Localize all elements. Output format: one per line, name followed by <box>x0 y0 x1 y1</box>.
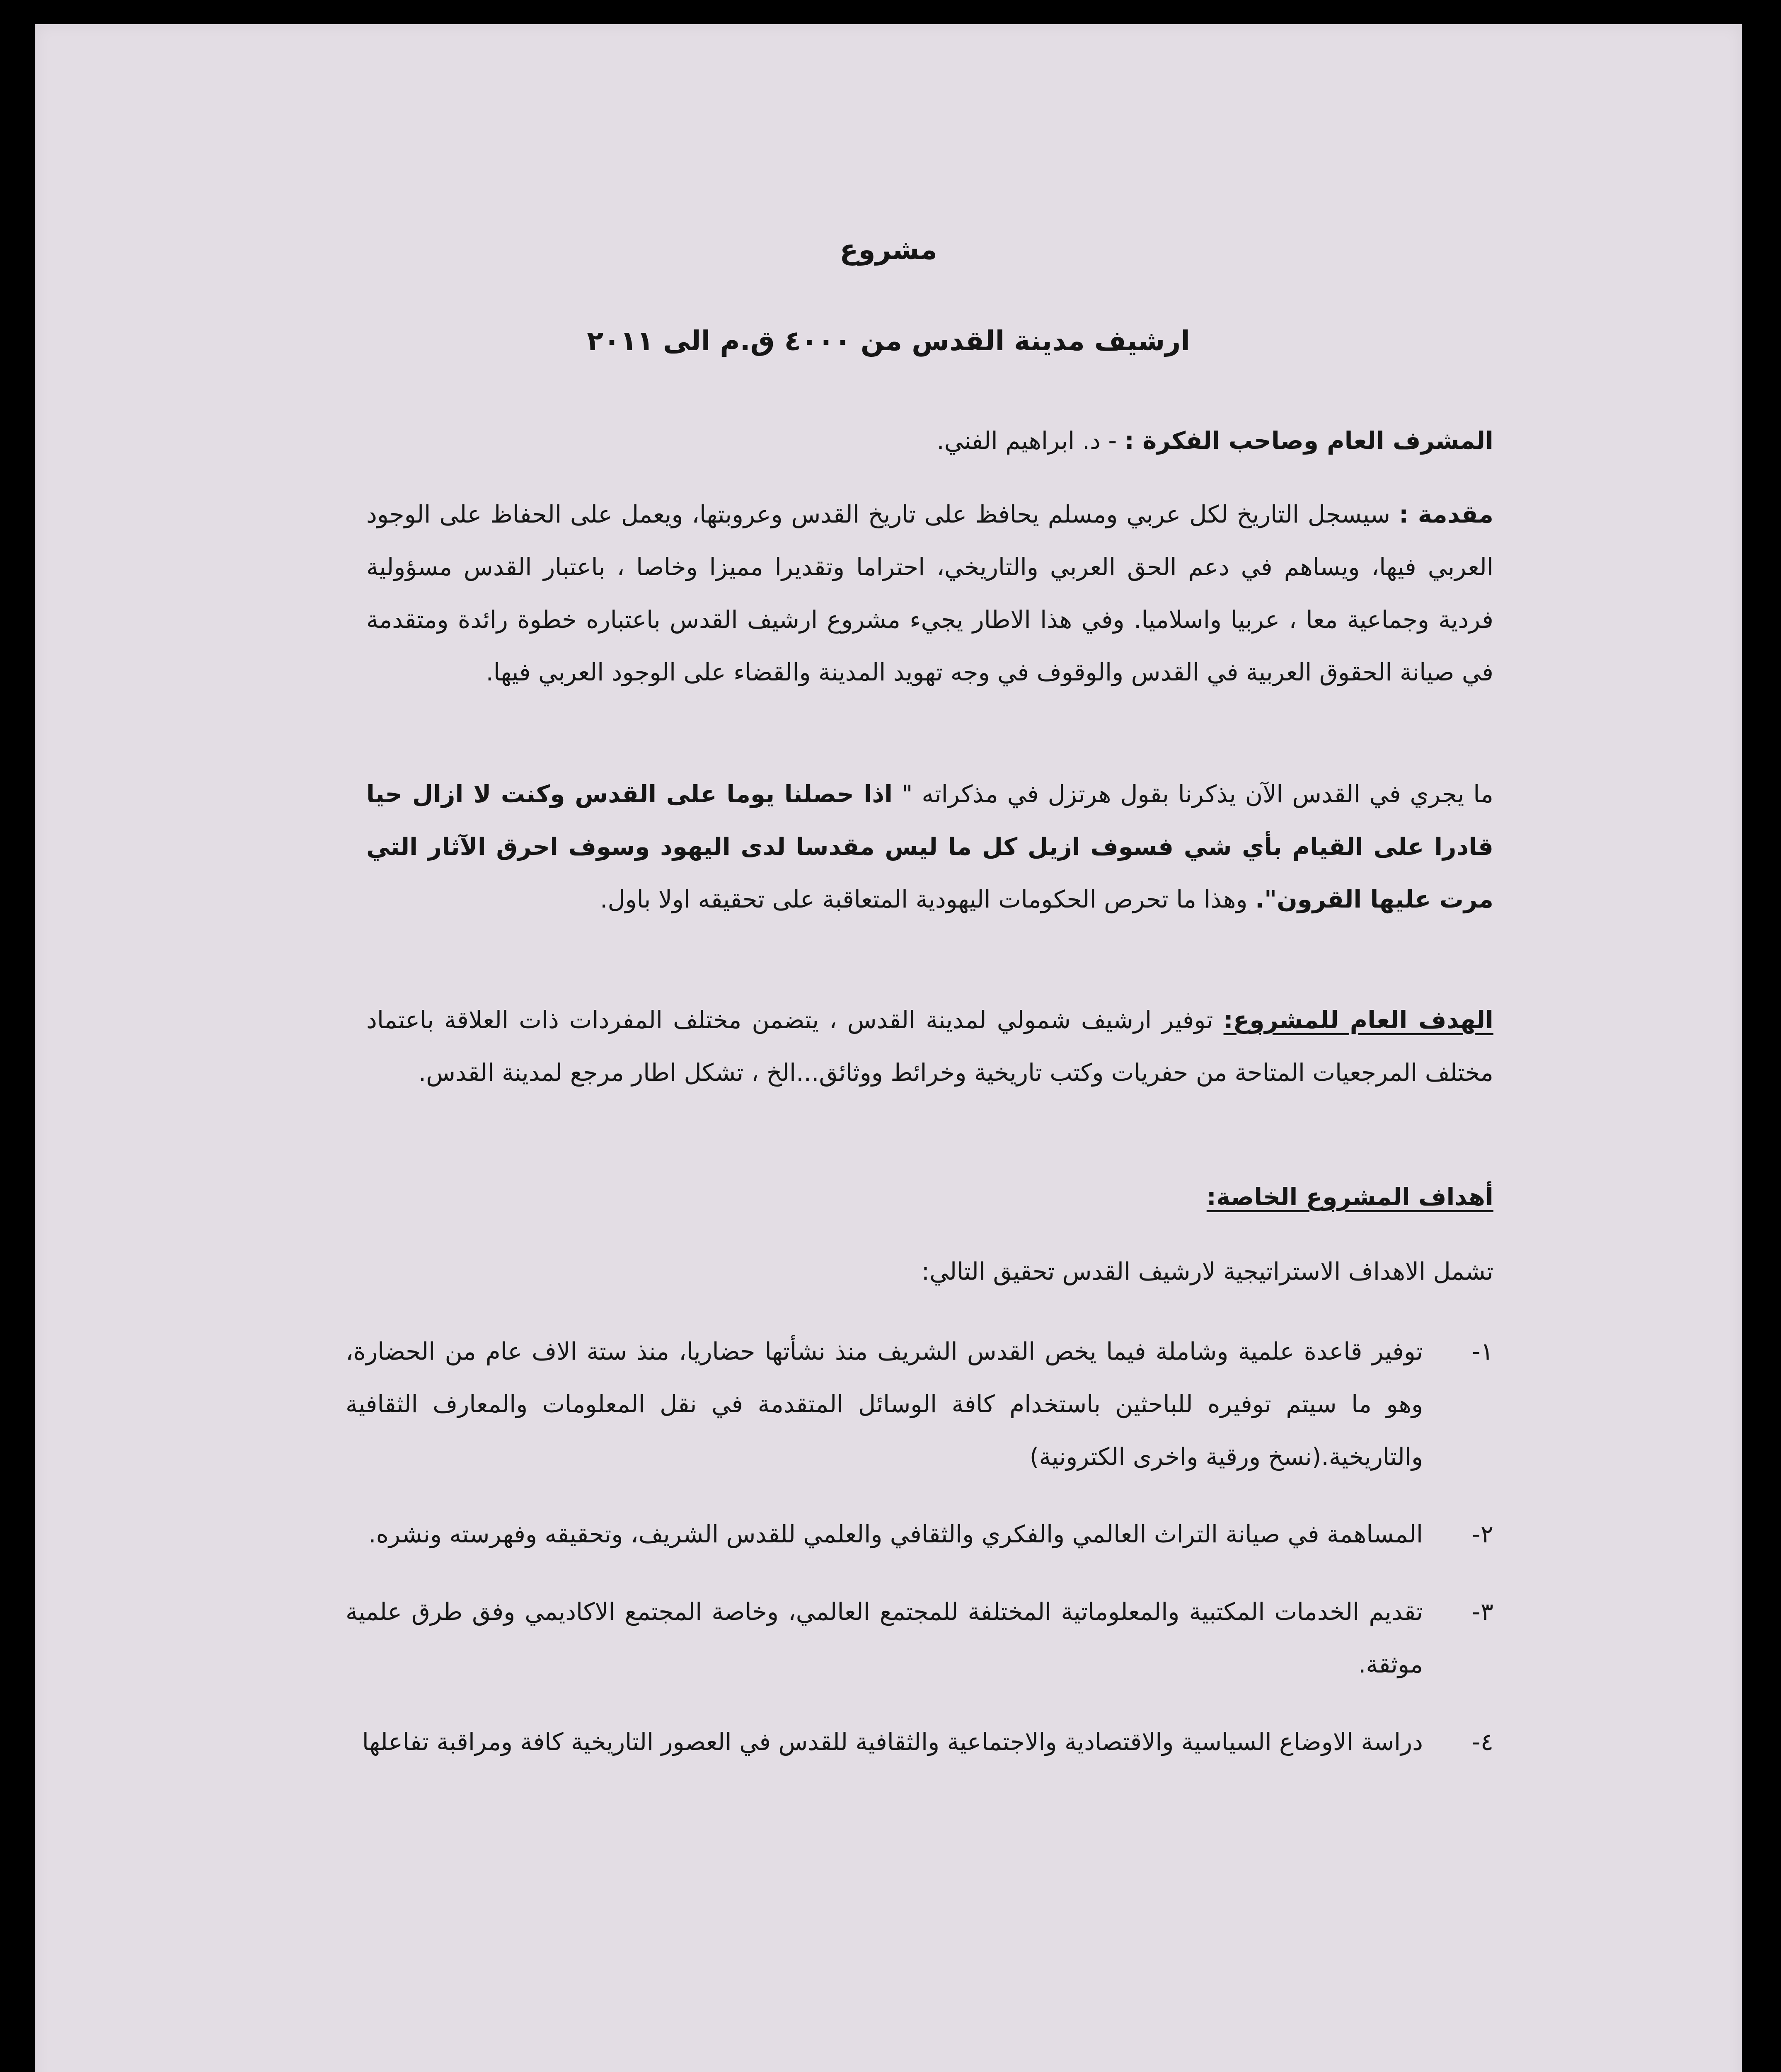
list-item-number: ٢- <box>1471 1520 1493 1548</box>
list-item-text: توفير قاعدة علمية وشاملة فيما يخص القدس الشريف منذ نشأتها حضاريا، منذ ستة الاف عام من الحضارة، وهو ما سيتم توفيره للباحثين باستخدام كافة الوسائل المتقدمة في نقل المعلومات والمعارف الثقافية والتاريخية.(نسخ ورقية واخرى الكترونية) <box>346 1337 1423 1471</box>
document-subtitle: ارشيف مدينة القدس من ٤٠٠٠ ق.م الى ٢٠١١ <box>587 325 1190 357</box>
supervisor-line <box>366 422 1493 459</box>
list-item <box>346 1585 1493 1691</box>
list-item <box>346 1716 1493 1768</box>
quote-lead-in: ما يجري في القدس الآن يذكرنا بقول هرتزل في مذكراته " <box>892 780 1493 808</box>
list-item <box>346 1325 1493 1483</box>
general-goal-text: توفير ارشيف شمولي لمدينة القدس ، يتضمن مختلف المفردات ذات العلاقة باعتماد مختلف المرجعيات المتاحة من حفريات وكتب تاريخية وخرائط ووثائق...الخ ، تشكل اطار مرجع لمدينة القدس. <box>366 1006 1493 1087</box>
list-item-text: المساهمة في صيانة التراث العالمي والفكري والثقافي والعلمي للقدس الشريف، وتحقيقه وفهرسته ونشره. <box>368 1520 1423 1548</box>
general-goal-paragraph <box>366 994 1493 1099</box>
general-goal-label: الهدف العام للمشروع: <box>1223 1006 1493 1034</box>
list-item <box>346 1508 1493 1561</box>
intro-text: سيسجل التاريخ لكل عربي ومسلم يحافظ على تاريخ القدس وعروبتها، ويعمل على الحفاظ على الوجود العربي فيها، ويساهم في دعم الحق العربي والتاريخي، احتراما وتقديرا مميزا وخاصا ، باعتبار القدس مسؤولية فردية وجماعية معا ، عربيا واسلاميا. وفي هذا الاطار يجيء مشروع ارشيف القدس باعتباره خطوة رائدة ومتقدمة في صيانة الحقوق العربية في القدس والوقوف في وجه تهويد المدينة والقضاء على الوجود العربي فيها. <box>366 500 1493 686</box>
document-body <box>35 24 1742 2072</box>
list-item-text: دراسة الاوضاع السياسية والاقتصادية والاجتماعية والثقافية للقدس في العصور التاريخية كافة ومراقبة تفاعلها <box>362 1728 1423 1756</box>
list-item-number: ٣- <box>1471 1598 1493 1626</box>
list-item-number: ١- <box>1471 1337 1493 1365</box>
supervisor-name: - د. ابراهيم الفني. <box>936 426 1125 455</box>
list-item-text: تقديم الخدمات المكتبية والمعلوماتية المختلفة للمجتمع العالمي، وخاصة المجتمع الاكاديمي وفق طرق علمية موثقة. <box>346 1598 1423 1678</box>
quote-follow-up: وهذا ما تحرص الحكومات اليهودية المتعاقبة على تحقيقه اولا باول. <box>600 885 1255 913</box>
list-item-number: ٤- <box>1471 1728 1493 1756</box>
supervisor-label: المشرف العام وصاحب الفكرة : <box>1124 426 1493 455</box>
herzl-quote: اذا حصلنا يوما على القدس وكنت لا ازال حيا قادرا على القيام بأي شي فسوف ازيل كل ما ليس مقدسا لدى اليهود وسوف احرق الآثار التي مرت عليها القرون". <box>366 780 1493 913</box>
document-title: مشروع <box>840 234 937 266</box>
intro-paragraph <box>366 488 1493 699</box>
herzl-quote-paragraph <box>366 768 1493 926</box>
paper-sheet <box>35 24 1742 2072</box>
specific-goals-heading: أهداف المشروع الخاصة: <box>1206 1183 1493 1211</box>
specific-goals-list <box>346 1325 1493 1793</box>
intro-label: مقدمة : <box>1399 500 1493 528</box>
specific-goals-intro: تشمل الاهداف الاستراتيجية لارشيف القدس تحقيق التالي: <box>921 1257 1493 1285</box>
